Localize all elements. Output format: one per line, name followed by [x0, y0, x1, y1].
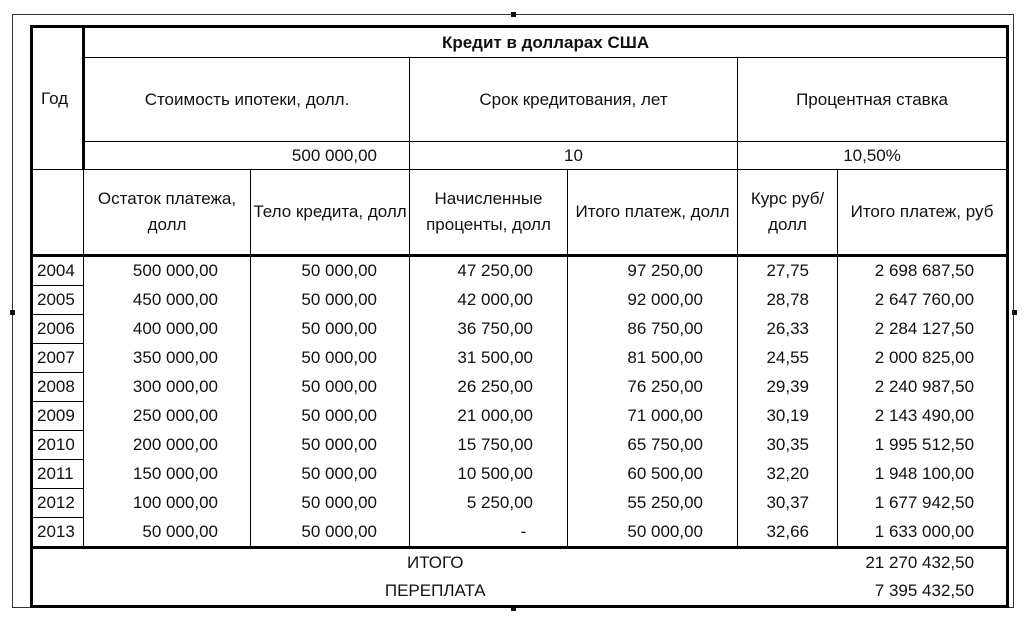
- exchange-rate-cell: 32,66: [738, 518, 838, 548]
- exchange-rate-cell: 30,35: [738, 431, 838, 460]
- resize-handle-left[interactable]: [10, 310, 15, 315]
- balance-cell: 150 000,00: [84, 460, 251, 489]
- exchange-rate-cell: 27,75: [738, 256, 838, 286]
- balance-cell: 450 000,00: [84, 286, 251, 315]
- year-cell: 2008: [32, 373, 84, 402]
- principal-cell: 50 000,00: [251, 344, 410, 373]
- principal-cell: 50 000,00: [251, 315, 410, 344]
- table-row: [32, 431, 1008, 460]
- interest-cell: 21 000,00: [410, 402, 568, 431]
- total-rub-cell: 2 000 825,00: [838, 344, 1008, 373]
- interest-cell: 31 500,00: [410, 344, 568, 373]
- year-cell: 2011: [32, 460, 84, 489]
- total-rub-cell: 2 284 127,50: [838, 315, 1008, 344]
- year-cell: 2005: [32, 286, 84, 315]
- exchange-rate-cell: 29,39: [738, 373, 838, 402]
- total-usd-cell: 76 250,00: [568, 373, 738, 402]
- total-usd-cell: 97 250,00: [568, 256, 738, 286]
- resize-handle-top[interactable]: [511, 12, 516, 17]
- table-row: [32, 402, 1008, 431]
- year-cell: 2010: [32, 431, 84, 460]
- year-cell: 2006: [32, 315, 84, 344]
- total-usd-cell: 71 000,00: [568, 402, 738, 431]
- term-label: Срок кредитования, лет: [410, 58, 738, 142]
- balance-cell: 100 000,00: [84, 489, 251, 518]
- total-usd-cell: 81 500,00: [568, 344, 738, 373]
- total-usd-cell: 50 000,00: [568, 518, 738, 548]
- overpay-row: [32, 577, 1008, 607]
- year-cell: 2012: [32, 489, 84, 518]
- term-value: 10: [410, 142, 738, 170]
- total-rub-cell: 1 948 100,00: [838, 460, 1008, 489]
- table-row: [32, 460, 1008, 489]
- balance-cell: 400 000,00: [84, 315, 251, 344]
- table-row: [32, 315, 1008, 344]
- total-row: [32, 548, 1008, 578]
- principal-cell: 50 000,00: [251, 402, 410, 431]
- balance-cell: 300 000,00: [84, 373, 251, 402]
- table-row: [32, 489, 1008, 518]
- table-row: [32, 286, 1008, 315]
- total-rub-cell: 2 143 490,00: [838, 402, 1008, 431]
- total-usd-cell: 60 500,00: [568, 460, 738, 489]
- exchange-rate-cell: 24,55: [738, 344, 838, 373]
- total-rub-cell: 1 633 000,00: [838, 518, 1008, 548]
- column-header-interest: Начисленные проценты, долл: [410, 170, 568, 256]
- total-rub-cell: 2 647 760,00: [838, 286, 1008, 315]
- year-cell: 2007: [32, 344, 84, 373]
- year-header-continuation: [32, 170, 84, 256]
- total-rub-cell: 1 677 942,50: [838, 489, 1008, 518]
- interest-cell: 36 750,00: [410, 315, 568, 344]
- column-header-balance: Остаток платежа, долл: [84, 170, 251, 256]
- principal-cell: 50 000,00: [251, 489, 410, 518]
- column-header-total-rub: Итого платеж, руб: [838, 170, 1008, 256]
- balance-cell: 50 000,00: [84, 518, 251, 548]
- balance-cell: 350 000,00: [84, 344, 251, 373]
- exchange-rate-cell: 30,19: [738, 402, 838, 431]
- exchange-rate-cell: 32,20: [738, 460, 838, 489]
- exchange-rate-cell: 26,33: [738, 315, 838, 344]
- interest-cell: 42 000,00: [410, 286, 568, 315]
- total-usd-cell: 92 000,00: [568, 286, 738, 315]
- year-cell: 2013: [32, 518, 84, 548]
- total-rub-cell: 2 698 687,50: [838, 256, 1008, 286]
- interest-cell: 26 250,00: [410, 373, 568, 402]
- total-label: ИТОГО: [32, 548, 838, 578]
- table-row: [32, 256, 1008, 286]
- total-rub-cell: 1 995 512,50: [838, 431, 1008, 460]
- year-header: Год: [32, 27, 84, 170]
- principal-cell: 50 000,00: [251, 256, 410, 286]
- rate-label: Процентная ставка: [738, 58, 1008, 142]
- interest-cell: 5 250,00: [410, 489, 568, 518]
- credit-table: [30, 25, 1009, 608]
- resize-handle-right[interactable]: [1012, 310, 1017, 315]
- column-header-exchange-rate: Курс руб/долл: [738, 170, 838, 256]
- column-header-principal: Тело кредита, долл: [251, 170, 410, 256]
- year-cell: 2004: [32, 256, 84, 286]
- year-cell: 2009: [32, 402, 84, 431]
- interest-cell: 10 500,00: [410, 460, 568, 489]
- table-title: Кредит в долларах США: [84, 27, 1008, 58]
- interest-cell: -: [410, 518, 568, 548]
- exchange-rate-cell: 28,78: [738, 286, 838, 315]
- principal-cell: 50 000,00: [251, 286, 410, 315]
- balance-cell: 200 000,00: [84, 431, 251, 460]
- total-usd-cell: 55 250,00: [568, 489, 738, 518]
- column-header-total-usd: Итого платеж, долл: [568, 170, 738, 256]
- principal-cell: 50 000,00: [251, 460, 410, 489]
- interest-cell: 15 750,00: [410, 431, 568, 460]
- exchange-rate-cell: 30,37: [738, 489, 838, 518]
- principal-cell: 50 000,00: [251, 373, 410, 402]
- principal-cell: 50 000,00: [251, 518, 410, 548]
- table-row: [32, 344, 1008, 373]
- balance-cell: 500 000,00: [84, 256, 251, 286]
- balance-cell: 250 000,00: [84, 402, 251, 431]
- total-rub-cell: 2 240 987,50: [838, 373, 1008, 402]
- total-value: 21 270 432,50: [838, 548, 1008, 578]
- overpay-value: 7 395 432,50: [838, 577, 1008, 607]
- mortgage-cost-label: Стоимость ипотеки, долл.: [84, 58, 410, 142]
- total-usd-cell: 65 750,00: [568, 431, 738, 460]
- rate-value: 10,50%: [738, 142, 1008, 170]
- principal-cell: 50 000,00: [251, 431, 410, 460]
- mortgage-cost-value: 500 000,00: [84, 142, 410, 170]
- overpay-label: ПЕРЕПЛАТА: [32, 577, 838, 607]
- table-row: [32, 373, 1008, 402]
- table-row: [32, 518, 1008, 548]
- interest-cell: 47 250,00: [410, 256, 568, 286]
- total-usd-cell: 86 750,00: [568, 315, 738, 344]
